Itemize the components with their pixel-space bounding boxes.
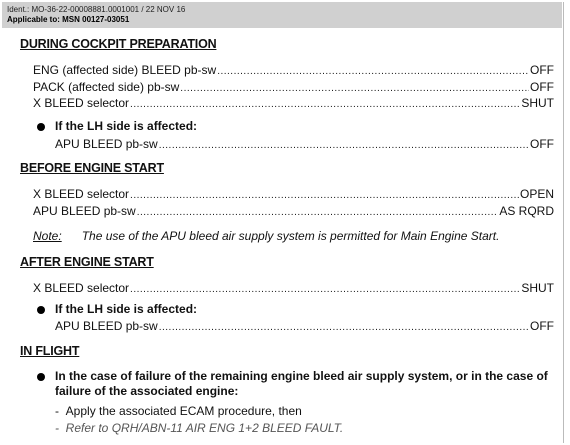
- bullet-icon: [37, 306, 45, 314]
- procedure-row: [55, 137, 554, 151]
- condition-text: [55, 369, 555, 399]
- leader-dots: [130, 189, 519, 203]
- leader-dots: [217, 65, 529, 79]
- section-title-before-start: BEFORE ENGINE START: [20, 161, 164, 175]
- leader-dots: [159, 321, 529, 335]
- applicability-line: Applicable to: MSN 00127-03051: [7, 15, 130, 24]
- row-value: OFF: [530, 63, 554, 77]
- note-text: The use of the APU bleed air supply system is permitted for Main Engine Start.: [81, 229, 500, 243]
- ident-line: Ident.: MO-36-22-00008881.0001001 / 22 NOV 16: [7, 5, 186, 14]
- row-value: SHUT: [521, 281, 554, 295]
- reference-link[interactable]: Refer to QRH/ABN-11 AIR ENG 1+2 BLEED FAULT.: [65, 421, 344, 435]
- bullet-icon: [37, 373, 45, 381]
- list-item: [55, 404, 302, 418]
- dash-marker: -: [55, 404, 59, 418]
- row-label: APU BLEED pb-sw: [33, 204, 136, 218]
- list-item: [55, 421, 343, 435]
- procedure-row: [33, 187, 554, 201]
- leader-dots: [130, 98, 520, 112]
- row-value: OFF: [530, 137, 554, 151]
- condition-line: failure of the associated engine:: [55, 384, 239, 398]
- list-item-text: Apply the associated ECAM procedure, then: [65, 404, 302, 418]
- section-title-cockpit-prep: DURING COCKPIT PREPARATION: [20, 37, 217, 51]
- procedure-row: [33, 80, 554, 94]
- row-value: OFF: [530, 319, 554, 333]
- condition-line: In the case of failure of the remaining engine bleed air supply system, or in the case of: [55, 369, 548, 383]
- row-value: OPEN: [519, 187, 554, 201]
- document-header: [2, 2, 562, 28]
- note: [33, 229, 499, 243]
- section-title-in-flight: IN FLIGHT: [20, 344, 80, 358]
- procedure-row: [33, 204, 554, 218]
- row-value: OFF: [530, 80, 554, 94]
- row-label: APU BLEED pb-sw: [55, 137, 158, 151]
- row-label: PACK (affected side) pb-sw: [33, 80, 180, 94]
- dash-marker: -: [55, 421, 59, 435]
- row-label: ENG (affected side) BLEED pb-sw: [33, 63, 217, 77]
- procedure-row: [33, 96, 554, 110]
- procedure-row: [55, 319, 554, 333]
- row-value: SHUT: [521, 96, 554, 110]
- row-label: APU BLEED pb-sw: [55, 319, 158, 333]
- row-label: X BLEED selector: [33, 281, 130, 295]
- condition-text: If the LH side is affected:: [55, 302, 198, 316]
- note-label: Note:: [33, 229, 62, 243]
- leader-dots: [180, 82, 529, 96]
- row-label: X BLEED selector: [33, 187, 130, 201]
- procedure-row: [33, 63, 554, 77]
- leader-dots: [159, 139, 529, 153]
- condition-text: If the LH side is affected:: [55, 119, 198, 133]
- row-label: X BLEED selector: [33, 96, 130, 110]
- leader-dots: [130, 283, 520, 297]
- page-border: [563, 2, 564, 443]
- procedure-row: [33, 281, 554, 295]
- leader-dots: [137, 206, 499, 220]
- bullet-icon: [37, 123, 45, 131]
- section-title-after-start: AFTER ENGINE START: [20, 255, 154, 269]
- row-value: AS RQRD: [499, 204, 554, 218]
